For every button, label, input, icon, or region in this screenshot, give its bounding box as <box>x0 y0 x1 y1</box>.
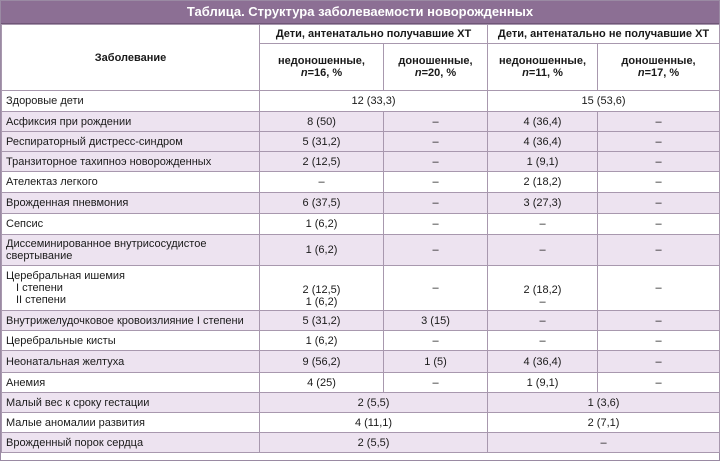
header-group-no-chemo: Дети, антенатально не получавшие ХТ <box>488 25 720 44</box>
header-g2-preterm-n: n <box>522 67 529 79</box>
row-label: Неонатальная желтуха <box>2 351 260 373</box>
cell-value: – <box>488 214 598 235</box>
cell-value <box>488 266 598 311</box>
cell-value: – <box>598 172 720 193</box>
cell-value: – <box>598 351 720 373</box>
cell-value: – <box>384 235 488 266</box>
cell-value: 4 (36,4) <box>488 132 598 152</box>
row-label: Респираторный дистресс-синдром <box>2 132 260 152</box>
cell-value: 1 (6,2) <box>260 331 384 351</box>
table-row <box>2 393 720 413</box>
row-label: Церебральные кисты <box>2 331 260 351</box>
cell-value: – <box>598 331 720 351</box>
header-g2-preterm-count: =11, % <box>528 67 563 79</box>
header-g1-preterm-count: =16, % <box>307 67 343 79</box>
header-g1-term-label: доношенные, <box>398 55 473 67</box>
row-label-line2: свертывание <box>6 250 73 262</box>
table-row <box>2 193 720 214</box>
cell-value: – <box>384 214 488 235</box>
cell-value: 9 (56,2) <box>260 351 384 373</box>
table-row <box>2 351 720 373</box>
header-g2-preterm-label: недоношенные, <box>499 55 586 67</box>
row-label-degree2: II степени <box>16 294 66 306</box>
row-label: Малый вес к сроку гестации <box>2 393 260 413</box>
cell-value: 2 (5,5) <box>260 393 488 413</box>
cell-value: – <box>598 235 720 266</box>
cell-value: – <box>598 311 720 331</box>
header-g1-term-n: n <box>414 67 422 79</box>
cell-value: 4 (36,4) <box>488 351 598 373</box>
cell-value: – <box>598 112 720 132</box>
cell-value: – <box>384 373 488 393</box>
table-row <box>2 214 720 235</box>
cell-value: 4 (25) <box>260 373 384 393</box>
cell-value: – <box>488 235 598 266</box>
cell-value-degree2: – <box>539 296 546 308</box>
header-g1-term-count: =20, % <box>421 67 457 79</box>
header-g2-term <box>598 44 720 91</box>
header-g1-preterm-n: n <box>300 67 308 79</box>
table-row <box>2 172 720 193</box>
cell-value-degree2: 1 (6,2) <box>305 296 338 308</box>
cell-value: 12 (33,3) <box>260 91 488 112</box>
header-g2-preterm <box>488 44 598 91</box>
row-label: Сепсис <box>2 214 260 235</box>
header-row-groups <box>2 25 720 44</box>
row-label-main: Церебральная ишемия <box>6 270 126 282</box>
cell-value: – <box>384 266 488 311</box>
cell-value: – <box>384 193 488 214</box>
row-label-degree1: I степени <box>16 282 63 294</box>
cell-value <box>260 266 384 311</box>
header-g1-preterm-label: недоношенные, <box>278 55 365 67</box>
table-row <box>2 266 720 311</box>
cell-value: – <box>384 152 488 172</box>
row-label: Анемия <box>2 373 260 393</box>
cell-value: 2 (12,5) <box>260 152 384 172</box>
row-label: Транзиторное тахипноэ новорожденных <box>2 152 260 172</box>
cell-value: – <box>598 214 720 235</box>
header-group-chemo: Дети, антенатально получавшие ХТ <box>260 25 488 44</box>
cell-value: – <box>384 331 488 351</box>
table-row <box>2 433 720 453</box>
cell-value: 4 (11,1) <box>260 413 488 433</box>
cell-value: – <box>384 132 488 152</box>
header-g1-term <box>384 44 488 91</box>
table-row <box>2 132 720 152</box>
table-title: Таблица. Структура заболеваемости новорожденных <box>1 1 719 24</box>
row-label: Ателектаз легкого <box>2 172 260 193</box>
cell-value: 3 (15) <box>384 311 488 331</box>
table-row <box>2 112 720 132</box>
cell-value: 1 (9,1) <box>488 373 598 393</box>
cell-value: 1 (6,2) <box>260 214 384 235</box>
cell-value: 5 (31,2) <box>260 132 384 152</box>
cell-value-degree1: 2 (18,2) <box>523 284 562 296</box>
cell-value: 4 (36,4) <box>488 112 598 132</box>
row-label: Здоровые дети <box>2 91 260 112</box>
row-label: Внутрижелудочковое кровоизлияние I степени <box>2 311 260 331</box>
table-row <box>2 91 720 112</box>
cell-value: 6 (37,5) <box>260 193 384 214</box>
cell-value: 1 (9,1) <box>488 152 598 172</box>
header-g2-term-count: =17, % <box>644 67 680 79</box>
cell-value: – <box>260 172 384 193</box>
cell-value: – <box>488 311 598 331</box>
cell-value: – <box>488 433 720 453</box>
table-row <box>2 235 720 266</box>
cell-value: 5 (31,2) <box>260 311 384 331</box>
row-label: Малые аномалии развития <box>2 413 260 433</box>
table-row <box>2 413 720 433</box>
cell-value: – <box>598 373 720 393</box>
cell-value-degree1: 2 (12,5) <box>302 284 341 296</box>
row-label <box>2 235 260 266</box>
row-label: Асфиксия при рождении <box>2 112 260 132</box>
row-label: Врожденная пневмония <box>2 193 260 214</box>
cell-value: 1 (5) <box>384 351 488 373</box>
cell-value: – <box>384 172 488 193</box>
cell-value: – <box>598 152 720 172</box>
cell-value: 15 (53,6) <box>488 91 720 112</box>
header-g1-preterm <box>260 44 384 91</box>
row-label <box>2 266 260 311</box>
cell-value: – <box>598 132 720 152</box>
morbidity-table <box>1 24 720 453</box>
cell-value: 2 (18,2) <box>488 172 598 193</box>
cell-value: 2 (5,5) <box>260 433 488 453</box>
header-disease: Заболевание <box>2 25 260 91</box>
cell-value: – <box>488 331 598 351</box>
cell-value: 2 (7,1) <box>488 413 720 433</box>
row-label: Врожденный порок сердца <box>2 433 260 453</box>
header-g2-term-label: доношенные, <box>621 55 696 67</box>
cell-value: 1 (6,2) <box>260 235 384 266</box>
row-label-line1: Диссеминированное внутрисосудистое <box>6 238 207 250</box>
table-row <box>2 373 720 393</box>
table-row <box>2 152 720 172</box>
cell-value: 8 (50) <box>260 112 384 132</box>
cell-value: 1 (3,6) <box>488 393 720 413</box>
cell-value: – <box>598 266 720 311</box>
cell-value: 3 (27,3) <box>488 193 598 214</box>
cell-value: – <box>598 193 720 214</box>
cell-value: – <box>384 112 488 132</box>
header-g2-term-n: n <box>637 67 645 79</box>
table-row <box>2 331 720 351</box>
table-row <box>2 311 720 331</box>
